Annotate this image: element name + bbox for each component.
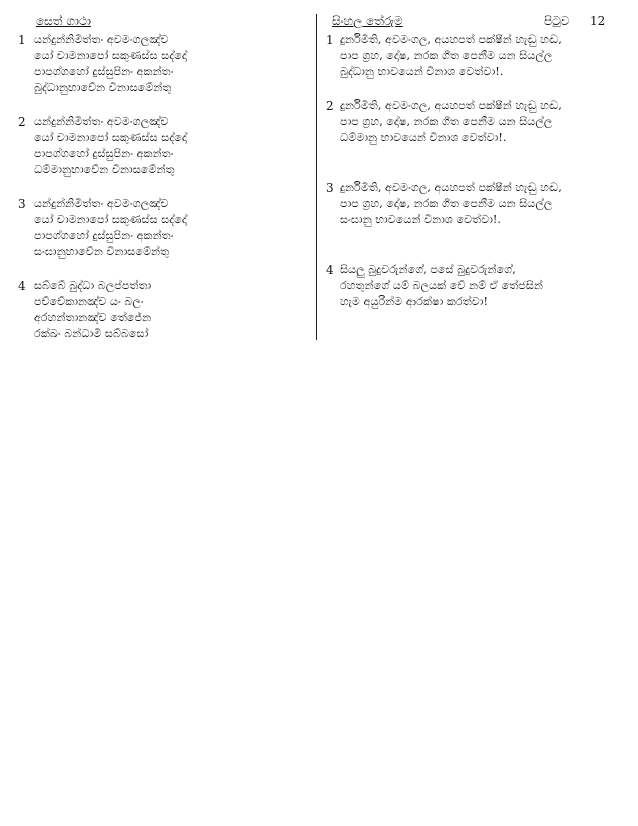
verse-number: 4 (18, 279, 26, 293)
verse-line: සංඝානුභාවේන විනාසමේන්තු (34, 245, 170, 258)
verse-number: 3 (326, 181, 334, 195)
pali-verse (18, 114, 308, 178)
column-divider (316, 14, 317, 340)
verse-line: යන්දුන්නිමිත්තං අවමංගලඤ්ච (34, 115, 169, 128)
sinhala-title: සිංහල තේරුම (332, 14, 403, 28)
verse-line: පාපග්ගහෝ දුස්සුපිනං අකන්තං (34, 65, 174, 78)
verse-line: යන්දුන්නිමිත්තං අවමංගලඤ්ච (34, 33, 169, 46)
verse-line: බුද්ධානු භාවයෙන් විනාශ වෙත්වා!. (340, 65, 504, 78)
verse-number: 2 (326, 99, 334, 113)
sinhala-verse (326, 98, 626, 146)
verse-number: 1 (326, 33, 334, 47)
verse-line: සංඝානු භාවයෙන් විනාශ වෙත්වා!. (340, 213, 501, 226)
sinhala-column (326, 10, 626, 328)
verse-line: පාප ග්‍රහ, දෝෂ, නරක ගීත පෙනීම යන සියල්ල (340, 49, 553, 62)
verse-line: යෝ චාමනාපෝ සකුණස්ස සද්දෝ (34, 213, 187, 226)
verse-line: ධම්මානුභාවේන විනාසමේන්තු (34, 163, 175, 176)
verse-line: දුර්නිමිති, අවමංගල, අයහපත් පක්ෂීන් හැඬු හඬ, (340, 181, 562, 194)
verse-line: පාප ග්‍රහ, දෝෂ, නරක ගීත පෙනීම යන සියල්ල (340, 197, 553, 210)
verse-line: ධම්මානු භාවයෙන් විනාශ වෙත්වා!. (340, 131, 507, 144)
verse-line: පච්චේකානඤ්ච යං බලං (34, 295, 144, 308)
pali-header (18, 10, 308, 32)
verse-line: යෝ චාමනාපෝ සකුණස්ස සද්දෝ (34, 131, 187, 144)
sinhala-verse (326, 32, 626, 80)
verse-line: රහතුන්ගේ යම් බලයක් වේ නම් ඒ තේජසින් (340, 279, 543, 292)
verse-line: පාපග්ගහෝ දුස්සුපිනං අකන්තං (34, 229, 174, 242)
verse-line: යන්දුන්නිමිත්තං අවමංගලඤ්ච (34, 197, 169, 210)
verse-line: හැම අයුරින්ම ආරක්ෂා කරත්වා! (340, 295, 489, 308)
verse-number: 2 (18, 115, 26, 129)
pali-verse (18, 196, 308, 260)
pali-verse (18, 278, 308, 342)
verse-line: රක්ඛං බන්ධාමි සබ්බසෝ (34, 327, 149, 340)
verse-number: 4 (326, 263, 334, 277)
verse-number: 3 (18, 197, 26, 211)
verse-line: සියලු බුදුවරුන්ගේ, පසේ බුදුවරුන්ගේ, (340, 263, 516, 276)
verse-line: සබ්බේ බුද්ධා බලප්පත්තා (34, 279, 152, 292)
sinhala-verse (326, 180, 626, 228)
verse-line: පාප ග්‍රහ, දෝෂ, නරක ගීත පෙනීම යන සියල්ල (340, 115, 553, 128)
pali-verse (18, 32, 308, 96)
sinhala-verse (326, 262, 626, 310)
sinhala-header (326, 10, 626, 32)
verse-line: බුද්ධානුභාවේන විනාසමේන්තු (34, 81, 172, 94)
page-number: 12 (590, 14, 606, 28)
verse-line: දුර්නිමිති, අවමංගල, අයහපත් පක්ෂීන් හැඬු හඬ, (340, 99, 562, 112)
verse-line: දුර්නිමිති, අවමංගල, අයහපත් පක්ෂීන් හැඬු හඬ, (340, 33, 562, 46)
verse-line: පාපග්ගහෝ දුස්සුපිනං අකන්තං (34, 147, 174, 160)
pali-title: සෙත් ගාථා (36, 14, 91, 28)
page-label: පිටුව (544, 14, 570, 28)
pali-column (18, 10, 308, 360)
verse-line: අරහන්තානඤ්ච තේජේන (34, 311, 152, 324)
verse-number: 1 (18, 33, 26, 47)
verse-line: යෝ චාමනාපෝ සකුණස්ස සද්දෝ (34, 49, 187, 62)
